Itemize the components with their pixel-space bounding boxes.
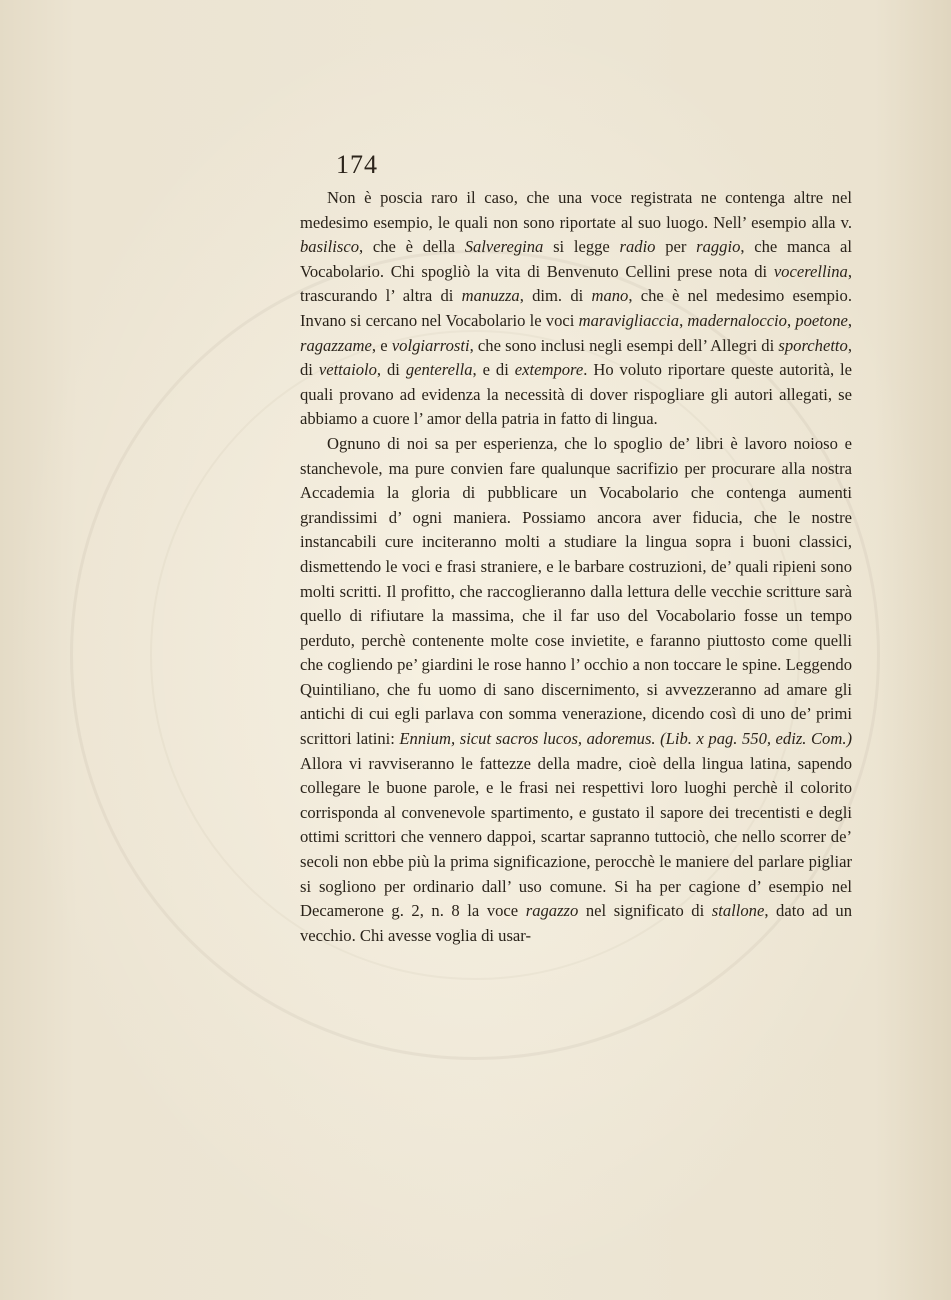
italic-term: manuzza [461,286,520,306]
page-number: 174 [336,150,378,179]
italic-term: sporchetto [778,335,848,355]
paragraph-1 [300,186,852,432]
italic-term: ragazzame [300,335,372,355]
text-run: , che è della [359,237,465,257]
text-run: , di [376,360,406,380]
italic-term: volgiarrosti [391,335,470,355]
italic-term: ragazzo [525,901,579,921]
text-run: , [847,310,853,330]
text-run: nel significato di [578,901,712,921]
text-run: , e di [472,360,515,380]
text-run: , che manca al Vocabolario. Chi spogliò la vita di Benvenuto Cellini prese nota di [300,237,852,281]
italic-term: Ennium, sicut sacros lucos, adoremus. (Lib. x pag. 550, ediz. Com.) [399,729,853,749]
text-run: , [679,310,688,330]
text-run: , dato ad un vecchio. Chi avesse voglia di usar- [300,901,852,945]
italic-term: Salveregina [464,237,544,257]
italic-term: madernaloccio [687,310,787,330]
italic-term: extempore [514,360,584,380]
italic-term: stallone [711,901,765,921]
text-run: si legge [543,237,620,257]
text-run: , e [371,335,392,355]
text-run: , trascurando l’ altra di [300,261,852,306]
text-run: , che è nel medesimo esempio. Invano si cercano nel Vocabolario le voci [300,286,852,330]
text-run: , [786,310,796,330]
text-run: , dim. di [519,286,592,306]
text-run: Non è poscia raro il caso, che una voce registrata ne contenga altre nel medesimo esempio, le quali non sono riportate al suo luogo. Nell’ esempio alla v. [300,188,852,232]
italic-term: vettaiolo [318,360,377,380]
italic-term: mano [591,286,629,306]
text-run: , che sono inclusi negli esempi dell’ Allegri di [469,335,779,355]
italic-term: raggio [696,237,741,257]
italic-term: radio [619,237,656,257]
italic-term: poetone [795,310,848,330]
text-run: Ognuno di noi sa per esperienza, che lo spoglio de’ libri è lavoro noioso e stanchevole, ma pure convien fare qualunque sacrifizio per procurare alla nostra Accademia la gloria di pubblicare un Vocabolario che contenga aumenti grandissimi d’ ogni maniera. Possiamo ancora aver fiducia, che le nostre instancabili cure inciteranno molti a studiare la lingua sopra i buoni classici, dismettendo le voci e frasi straniere, e le barbare costruzioni, de’ quali ripieni sono molti scritti. Il profitto, che raccoglieranno dalla lettura delle vecchie scritture sarà quello di rifiutare la massima, che il far uso del Vocabolario fosse un tempo perduto, perchè contenente molte cose invietite, e faranno piuttosto come quelli che cogliendo pe’ giardini le rose hanno l’ occhio a non toccare le spine. Leggendo Quintiliano, che fu uomo di sano discernimento, si avvezzeranno ad amare gli antichi di cui egli parlava con somma venerazione, dicendo così di uno de’ primi scrittori latini: [300,433,852,749]
text-run: Allora vi ravviseranno le fattezze della madre, cioè della lingua latina, sapendo collegare le buone parole, e le frasi nei respettivi loro luoghi perchè il colorito corrisponda al convenevole spartimento, e gustato il sapore dei trecentisti e degli ottimi scrittori che vennero dappoi, scartar sapranno tuttociò, che nello scorrer de’ secoli non ebbe più la prima significazione, perocchè le maniere del parlare pigliar si sogliono per ordinario dall’ uso comune. Si ha per cagione d’ esempio nel Decamerone g. 2, n. 8 la voce [300,753,852,921]
paragraph-2 [300,432,852,948]
italic-term: maravigliaccia [578,310,680,330]
italic-term: basilisco [300,237,360,257]
italic-term: vocerellina [773,261,848,281]
text-run: per [655,237,697,257]
body-text [300,186,852,948]
text-run: . Ho voluto riportare queste autorità, le quali provano ad evidenza la necessità di dover rispogliare gli autori allegati, se abbiamo a cuore l’ amor della patria in fatto di lingua. [300,360,853,429]
italic-term: genterella [405,360,473,380]
text-run: , di [300,335,852,380]
